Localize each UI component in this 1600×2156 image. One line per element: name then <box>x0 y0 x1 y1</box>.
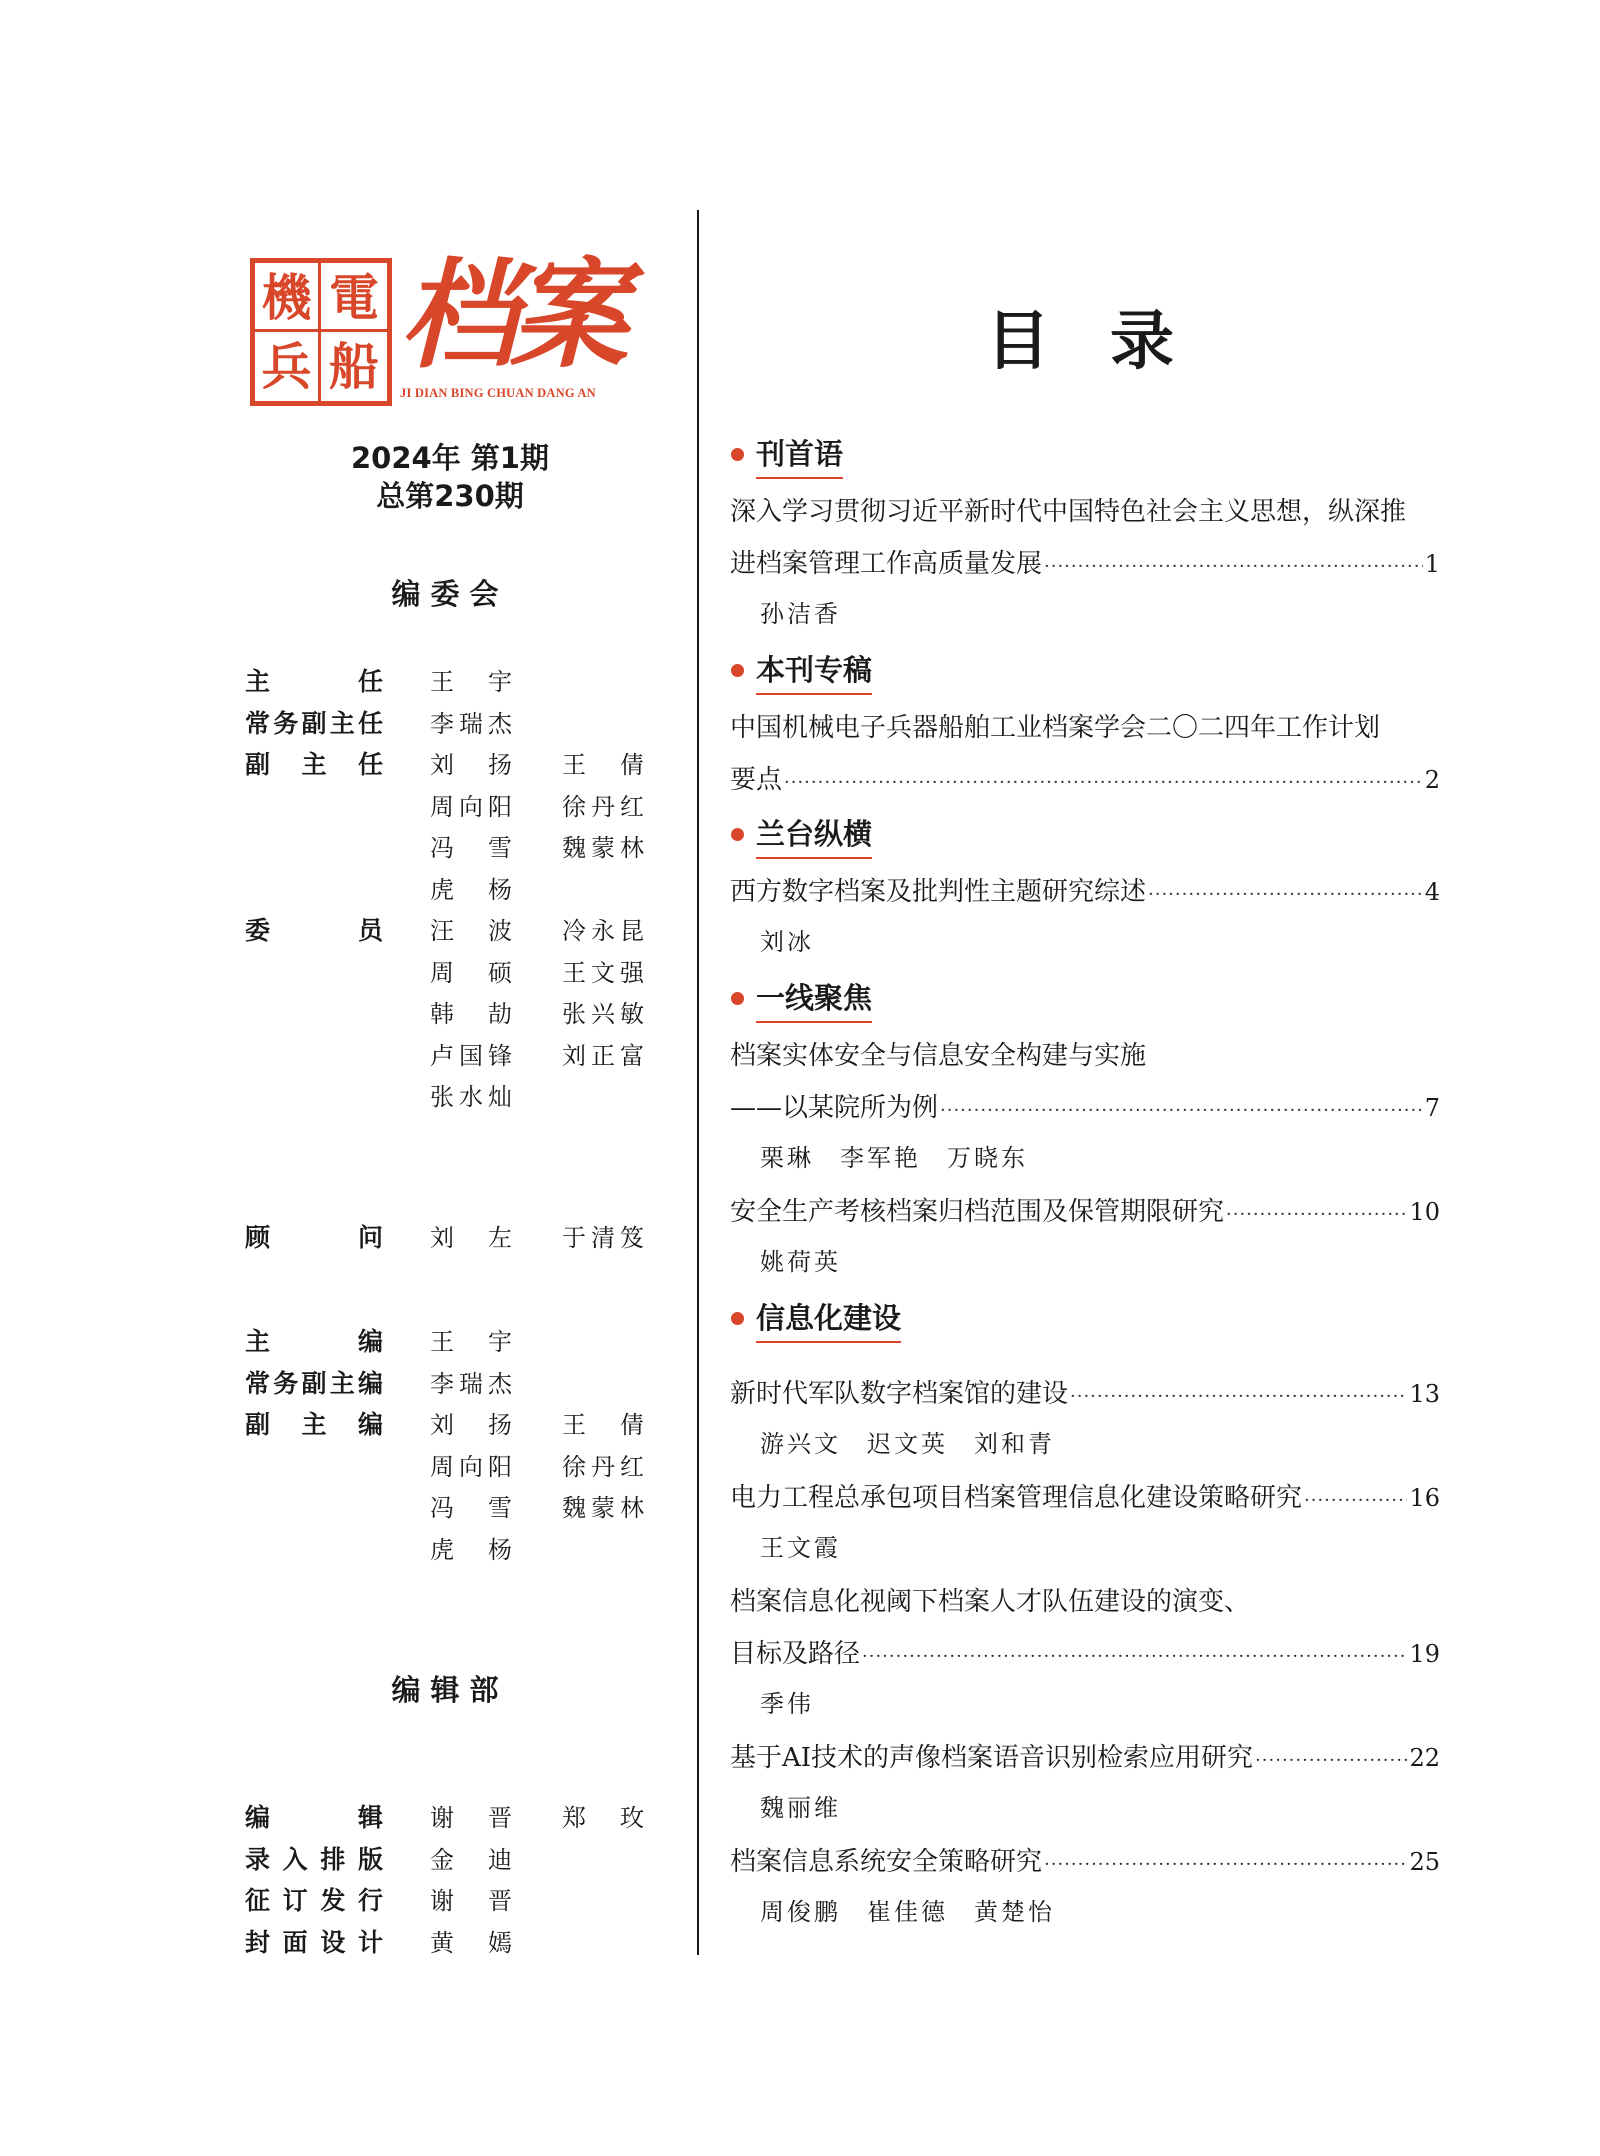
toc-page-number: 1 <box>1424 550 1440 578</box>
toc-entry-line <box>730 1036 1440 1076</box>
seal-char: 電 <box>321 263 387 332</box>
author-name: 魏丽维 <box>760 1794 841 1822</box>
staff-name: 冯雪 <box>430 1494 512 1522</box>
toc-entry-title: 档案信息化视阈下档案人才队伍建设的演变、 <box>730 1587 1251 1617</box>
toc-entry-line <box>730 760 1440 800</box>
staff-name: 冷永昆 <box>562 917 644 945</box>
bullet-dot <box>731 448 744 461</box>
staff-name: 虎杨 <box>430 875 512 904</box>
toc-entry-line <box>730 872 1440 912</box>
bullet-dot <box>731 992 744 1005</box>
dot-leader <box>1044 547 1423 587</box>
staff-role: 常务副主编 <box>245 1368 383 1398</box>
author-name: 季伟 <box>760 1690 814 1718</box>
toc-entry-line <box>730 1192 1440 1232</box>
toc-entry-title: 档案实体安全与信息安全构建与实施 <box>730 1041 1147 1071</box>
staff-name: 魏蒙林 <box>562 834 644 862</box>
staff-name: 张水灿 <box>430 1083 512 1111</box>
staff-name: 周向阳 <box>430 792 512 821</box>
staff-name: 周硕 <box>430 958 512 987</box>
toc-page-number: 4 <box>1424 878 1440 906</box>
toc-entry-line <box>730 492 1440 532</box>
staff-name: 魏蒙林 <box>562 1494 644 1522</box>
dot-leader <box>1070 1377 1407 1417</box>
toc-page-number: 10 <box>1409 1198 1440 1226</box>
staff-name: 张兴敏 <box>562 1000 644 1028</box>
author-name: 万晓东 <box>947 1144 1028 1172</box>
toc-entry-title: ——以某院所为例 <box>730 1093 939 1123</box>
author-name: 迟文英 <box>867 1430 948 1458</box>
staff-name: 刘扬 <box>430 751 512 779</box>
toc-authors <box>760 924 840 960</box>
author-name: 王文霞 <box>760 1534 841 1562</box>
dot-leader <box>1044 1845 1407 1885</box>
logo-pinyin: JI DIAN BING CHUAN DANG AN <box>400 386 596 400</box>
toc-page-number: 13 <box>1409 1380 1440 1408</box>
staff-name: 刘左 <box>430 1224 512 1252</box>
staff-name: 周向阳 <box>430 1452 512 1481</box>
staff-name: 徐丹红 <box>562 792 644 821</box>
author-name: 刘和青 <box>974 1430 1055 1458</box>
staff-role: 征订发行 <box>245 1886 383 1915</box>
dot-leader <box>1226 1195 1407 1235</box>
staff-name: 于清笈 <box>562 1224 644 1252</box>
toc-entry-title: 进档案管理工作高质量发展 <box>730 549 1043 579</box>
toc-entry-line <box>730 708 1440 748</box>
dot-leader <box>1255 1741 1407 1781</box>
staff-name: 虎杨 <box>430 1535 512 1564</box>
staff-name: 李瑞杰 <box>430 1369 512 1398</box>
toc-section-label: 本刊专稿 <box>756 648 872 695</box>
staff-role: 封面设计 <box>245 1927 383 1957</box>
toc-authors <box>760 1244 867 1280</box>
staff-name: 谢晋 <box>430 1804 512 1832</box>
toc-entry-line <box>730 544 1440 584</box>
toc-page-number: 19 <box>1409 1640 1440 1668</box>
toc-page-number: 16 <box>1409 1484 1440 1512</box>
author-name: 周俊鹏 <box>760 1898 841 1926</box>
dot-leader <box>862 1637 1407 1677</box>
staff-name: 卢国锋 <box>430 1041 512 1070</box>
cumulative-issue: 总第230期 <box>376 479 524 513</box>
toc-section-label: 刊首语 <box>756 432 843 479</box>
toc-entry-line <box>730 1842 1440 1882</box>
staff-role: 顾问 <box>245 1223 383 1252</box>
toc-entry-title: 西方数字档案及批判性主题研究综述 <box>730 877 1147 907</box>
toc-section-label: 兰台纵横 <box>756 812 872 859</box>
toc-entry-title: 目标及路径 <box>730 1639 861 1669</box>
bullet-dot <box>731 828 744 841</box>
toc-entry-title: 要点 <box>730 765 783 795</box>
toc-entry-title: 档案信息系统安全策略研究 <box>730 1847 1043 1877</box>
staff-name: 王文强 <box>562 958 644 987</box>
dot-leader <box>1304 1481 1407 1521</box>
toc-authors <box>760 596 867 632</box>
staff-role: 委员 <box>245 916 383 945</box>
staff-role: 常务副主任 <box>245 708 383 738</box>
toc-authors <box>760 1894 1081 1930</box>
toc-entry-line <box>730 1582 1440 1622</box>
editorial-dept-heading: 编辑部 <box>391 1673 509 1707</box>
author-name: 刘冰 <box>760 928 814 956</box>
author-name: 黄楚怡 <box>974 1898 1055 1926</box>
dot-leader <box>784 763 1423 803</box>
staff-name: 王倩 <box>562 1411 644 1439</box>
staff-name: 韩劼 <box>430 1000 512 1028</box>
staff-name: 谢晋 <box>430 1887 512 1915</box>
author-name: 游兴文 <box>760 1430 841 1458</box>
toc-title: 目录 <box>986 305 1234 379</box>
staff-name: 郑玫 <box>562 1804 644 1832</box>
staff-role: 主任 <box>245 667 383 696</box>
toc-entry-line <box>730 1374 1440 1414</box>
toc-page-number: 2 <box>1424 766 1440 794</box>
toc-entry-line <box>730 1088 1440 1128</box>
toc-entry-title: 安全生产考核档案归档范围及保管期限研究 <box>730 1197 1225 1227</box>
staff-name: 刘扬 <box>430 1411 512 1439</box>
toc-authors <box>760 1140 1054 1176</box>
toc-entry-line <box>730 1634 1440 1674</box>
staff-role: 副主任 <box>245 750 383 779</box>
staff-name: 王倩 <box>562 751 644 779</box>
calligraphy-title: 档案 <box>400 245 621 384</box>
issue-number: 2024年 第1期 <box>351 441 549 475</box>
toc-page-number: 25 <box>1409 1848 1440 1876</box>
author-name: 李军艳 <box>840 1144 921 1172</box>
toc-authors <box>760 1530 867 1566</box>
toc-authors <box>760 1790 867 1826</box>
toc-page-number: 22 <box>1409 1744 1440 1772</box>
toc-section-label: 一线聚焦 <box>756 976 872 1023</box>
toc-entry-title: 中国机械电子兵器船舶工业档案学会二〇二四年工作计划 <box>730 713 1381 743</box>
staff-name: 徐丹红 <box>562 1452 644 1481</box>
staff-name: 黄嫣 <box>430 1928 512 1957</box>
staff-name: 李瑞杰 <box>430 709 512 738</box>
staff-role: 副主编 <box>245 1410 383 1439</box>
seal-char: 船 <box>329 337 379 396</box>
author-name: 栗琳 <box>760 1144 814 1172</box>
staff-name: 冯雪 <box>430 834 512 862</box>
toc-page-number: 7 <box>1424 1094 1440 1122</box>
toc-section-label: 信息化建设 <box>756 1296 901 1343</box>
staff-name: 汪波 <box>430 917 512 945</box>
staff-role: 主编 <box>245 1327 383 1356</box>
dot-leader <box>940 1091 1423 1131</box>
staff-name: 王宇 <box>430 668 512 696</box>
staff-role: 编辑 <box>245 1803 383 1832</box>
bullet-dot <box>731 1312 744 1325</box>
author-name: 姚荷英 <box>760 1248 841 1276</box>
toc-entry-title: 新时代军队数字档案馆的建设 <box>730 1379 1069 1409</box>
staff-name: 金迪 <box>430 1845 512 1874</box>
toc-entry-title: 基于AI技术的声像档案语音识别检索应用研究 <box>730 1743 1254 1773</box>
author-name: 崔佳德 <box>867 1898 948 1926</box>
staff-name: 王宇 <box>430 1328 512 1356</box>
staff-role: 录入排版 <box>245 1844 383 1874</box>
toc-entry-line <box>730 1738 1440 1778</box>
author-name: 孙洁香 <box>760 600 841 628</box>
toc-entry-line <box>730 1478 1440 1518</box>
seal-char: 兵 <box>255 332 321 401</box>
dot-leader <box>1148 875 1423 915</box>
staff-name: 刘正富 <box>562 1041 644 1070</box>
seal-char: 機 <box>255 263 321 332</box>
bullet-dot <box>731 664 744 677</box>
editorial-committee-heading: 编委会 <box>391 577 509 611</box>
toc-authors <box>760 1686 840 1722</box>
toc-authors <box>760 1426 1081 1462</box>
toc-entry-title: 深入学习贯彻习近平新时代中国特色社会主义思想，纵深推 <box>730 497 1407 527</box>
toc-entry-title: 电力工程总承包项目档案管理信息化建设策略研究 <box>730 1483 1303 1513</box>
